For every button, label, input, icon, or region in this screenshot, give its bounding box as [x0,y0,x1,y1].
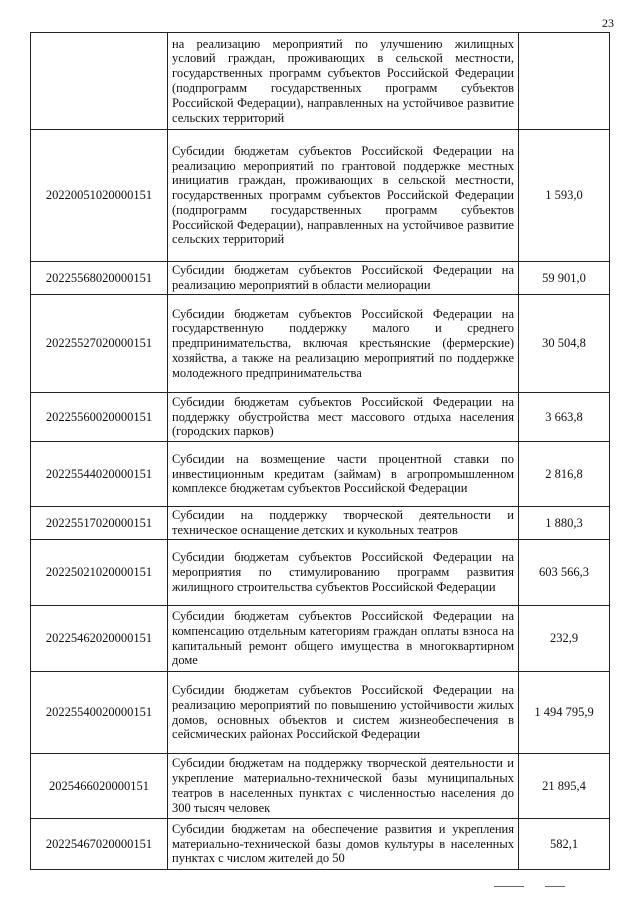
table-row [31,295,610,393]
table-row [31,754,610,819]
subsidy-description: Субсидии бюджетам субъектов Российской Федерации на реализацию мероприятий по повышению устойчивости жилых домов, основных объектов и систем жизнеобеспечения в сейсмических районах Российской Федерации [168,672,519,754]
subsidy-amount: 2 816,8 [519,442,610,507]
subsidy-description: Субсидии бюджетам на обеспечение развития и укрепления материально-технической базы домов культуры в населенных пунктах с числом жителей до 50 [168,819,519,870]
subsidy-description: на реализацию мероприятий по улучшению жилищных условий граждан, проживающих в сельской местности, государственных программ субъектов Российской Федерации (подпрограмм государственных программ субъектов Российской Федерации), направленных на устойчивое развитие сельских территорий [168,33,519,130]
subsidy-amount: 582,1 [519,819,610,870]
subsidy-description: Субсидии бюджетам субъектов Российской Федерации на мероприятия по стимулированию программ развития жилищного строительства субъектов Российской Федерации [168,540,519,606]
budget-code: 20225560020000151 [31,393,168,442]
budget-code [31,33,168,130]
budget-code: 20225462020000151 [31,606,168,672]
budget-code: 20220051020000151 [31,130,168,262]
table-row [31,130,610,262]
subsidy-amount: 30 504,8 [519,295,610,393]
page-number: 23 [602,16,614,30]
budget-code: 20225021020000151 [31,540,168,606]
scan-artifact-line [545,886,565,887]
table-row [31,672,610,754]
budget-code: 20225517020000151 [31,507,168,540]
subsidy-description: Субсидии бюджетам субъектов Российской Федерации на реализацию мероприятий по грантовой поддержке местных инициатив граждан, проживающих в сельской местности, государственных программ субъектов Российской Федерации (подпрограмм государственных программ субъектов Российской Федерации), направленных на устойчивое развитие сельских территорий [168,130,519,262]
table-row [31,606,610,672]
table-row [31,819,610,870]
budget-code: 20225467020000151 [31,819,168,870]
budget-code: 20225544020000151 [31,442,168,507]
subsidy-description: Субсидии бюджетам субъектов Российской Федерации на поддержку обустройства мест массового отдыха населения (городских парков) [168,393,519,442]
subsidy-amount: 3 663,8 [519,393,610,442]
table-row [31,442,610,507]
budget-code: 2025466020000151 [31,754,168,819]
subsidy-table [30,32,610,870]
subsidy-description: Субсидии бюджетам субъектов Российской Федерации на компенсацию отдельным категориям граждан оплаты взноса на капитальный ремонт общего имущества в многоквартирном доме [168,606,519,672]
table-row [31,393,610,442]
scan-artifact-line [494,886,524,887]
subsidy-amount: 1 593,0 [519,130,610,262]
subsidy-amount: 232,9 [519,606,610,672]
table-row [31,507,610,540]
subsidy-description: Субсидии бюджетам на поддержку творческой деятельности и укрепление материально-технической базы муниципальных театров в населенных пунктах с численностью населения до 300 тысяч человек [168,754,519,819]
budget-code: 20225540020000151 [31,672,168,754]
subsidy-description: Субсидии бюджетам субъектов Российской Федерации на реализацию мероприятий в области мелиорации [168,262,519,295]
table-row [31,262,610,295]
subsidy-description: Субсидии на возмещение части процентной ставки по инвестиционным кредитам (займам) в агропромышленном комплексе бюджетам субъектов Российской Федерации [168,442,519,507]
subsidy-description: Субсидии бюджетам субъектов Российской Федерации на государственную поддержку малого и среднего предпринимательства, включая крестьянские (фермерские) хозяйства, а также на реализацию мероприятий по поддержке молодежного предпринимательства [168,295,519,393]
subsidy-amount: 603 566,3 [519,540,610,606]
table-row [31,540,610,606]
subsidy-amount: 21 895,4 [519,754,610,819]
budget-code: 20225527020000151 [31,295,168,393]
subsidy-amount: 59 901,0 [519,262,610,295]
subsidy-description: Субсидии на поддержку творческой деятельности и техническое оснащение детских и кукольных театров [168,507,519,540]
table-row [31,33,610,130]
subsidy-amount: 1 494 795,9 [519,672,610,754]
budget-code: 20225568020000151 [31,262,168,295]
subsidy-amount: 1 880,3 [519,507,610,540]
subsidy-amount [519,33,610,130]
